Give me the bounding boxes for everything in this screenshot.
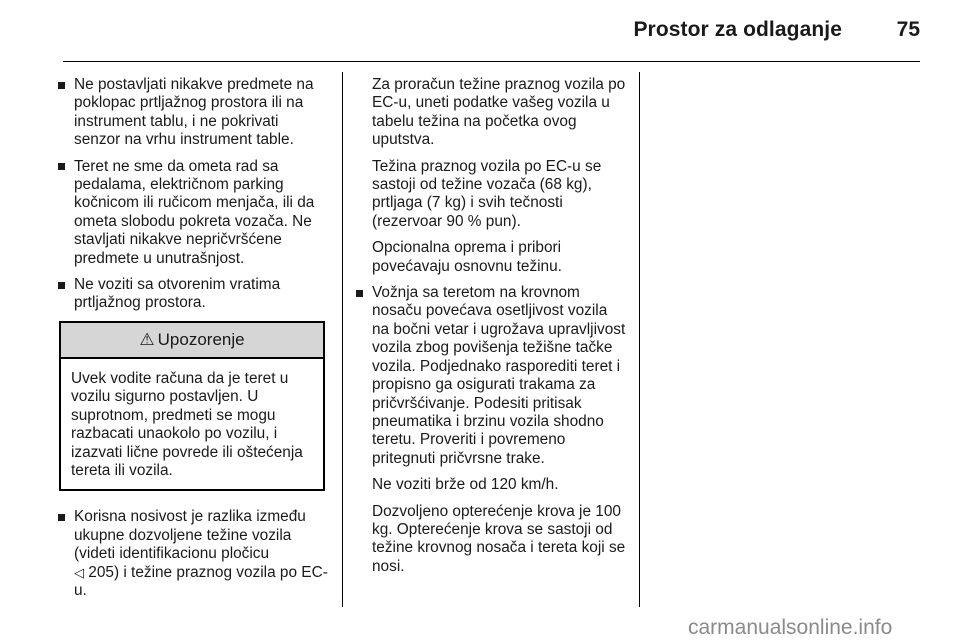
bullet-square-icon: [58, 514, 65, 521]
list-item: [58, 158, 328, 268]
column-divider: [342, 72, 343, 607]
bullet-square-icon: [58, 82, 65, 89]
header-divider: [63, 61, 920, 62]
list-item: [58, 276, 328, 313]
list-item: [58, 508, 328, 600]
middle-column: [356, 76, 626, 584]
list-item-text: Ne postavljati nikakve predmete na poklopac prtljažnog prostora ili na instrument tablu, i ne pokrivati senzor na vrhu instrument table.: [74, 76, 314, 149]
page-title: Prostor za odlaganje: [633, 18, 842, 41]
left-column: [58, 76, 328, 608]
list-item-text: 205) i težine praznog vozila po EC-u.: [74, 563, 328, 599]
page-reference-arrow-icon[interactable]: ◁: [74, 564, 84, 580]
paragraph: Za proračun težine praznog vozila po EC-u, uneti podatke vašeg vozila u tabelu težina na početka ovog uputstva.: [372, 76, 626, 149]
column-divider: [639, 72, 640, 607]
list-item-text: Ne voziti sa otvorenim vratima prtljažnog prostora.: [74, 276, 281, 312]
bullet-square-icon: [58, 282, 65, 289]
bullet-square-icon: [356, 290, 363, 297]
warning-body: Uvek vodite računa da je teret u vozilu sigurno postavljen. U suprotnom, predmeti se mogu razbacati unaokolo po vozilu, i izazvati lične povrede ili oštećenja tereta ili vozila.: [71, 369, 303, 479]
list-item-text: Teret ne sme da ometa rad sa pedalama, električnom parking kočnicom ili ručicom menjača, ili da ometa slobodu pokreta vozača. Ne stavljati nikakve nepričvršćene predmete u unutrašnjost.: [74, 157, 315, 267]
warning-triangle-icon: ⚠: [139, 329, 155, 349]
list-item: [58, 76, 328, 150]
warning-header: [61, 323, 323, 359]
page-number: 75: [896, 18, 920, 41]
list-item-text: Vožnja sa teretom na krovnom nosaču povećava osetljivost vozila na bočni vetar i ugrožava upravljivost vozila zbog povišenja težišne tačke vozila. Podjednako rasporediti teret i propisno ga osigurati trakama za pričvršćivanje. Podesiti pritisak pneumatika i brzinu vozila shodno teretu. Proveriti i povremeno pritegnuti pričvrsne trake.: [372, 284, 626, 467]
warning-box: [59, 321, 325, 491]
paragraph: Težina praznog vozila po EC-u se sastoji od težine vozača (68 kg), prtljaga (7 kg) i svih tečnosti (rezervoar 90 % pun).: [372, 157, 602, 230]
warning-title: Upozorenje: [157, 329, 245, 349]
list-item-text: Korisna nosivost je razlika između ukupne dozvoljene težine vozila (videti identifikacionu pločicu: [74, 508, 306, 563]
paragraph: Dozvoljeno opterećenje krova je 100 kg. Opterećenje krova se sastoji od težine krovnog nosača i tereta koji se nosi.: [372, 502, 626, 575]
watermark: carmanualsonline.info: [688, 616, 893, 639]
list-item: [356, 284, 626, 468]
paragraph: Ne voziti brže od 120 km/h.: [372, 476, 559, 494]
bullet-square-icon: [58, 163, 65, 170]
paragraph: Opcionalna oprema i pribori povećavaju osnovnu težinu.: [372, 239, 562, 275]
